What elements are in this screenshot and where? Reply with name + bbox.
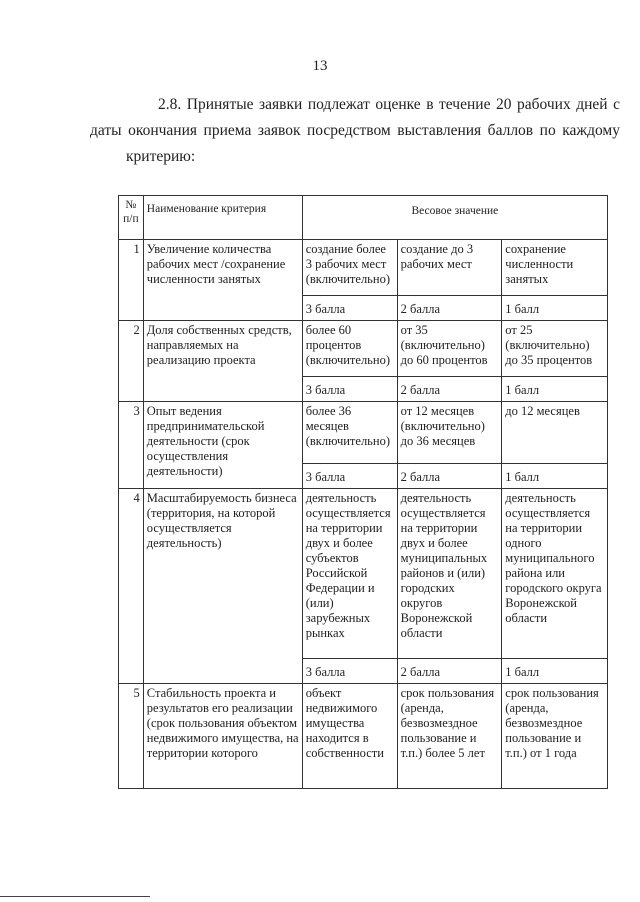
score: 2 балла (397, 296, 502, 321)
score: 1 балл (502, 464, 608, 489)
weight-condition: более 36 месяцев (включительно) (302, 402, 397, 464)
row-number: 2 (119, 321, 144, 402)
criterion-name: Масштабируемость бизнеса (территория, на которой осуществляется деятельность) (143, 489, 302, 684)
score: 3 балла (302, 464, 397, 489)
score: 3 балла (302, 659, 397, 684)
row-number: 4 (119, 489, 144, 684)
weight-condition: от 12 месяцев (включительно) до 36 месяцев (397, 402, 502, 464)
row-number: 5 (119, 684, 144, 789)
criterion-name: Стабильность проекта и результатов его реализации (срок пользования объектом недвижимого имущества, на территории которого (143, 684, 302, 789)
intro-line-2: даты окончания приема заявок посредством выставления баллов по каждому (90, 122, 620, 139)
page-number: 13 (312, 58, 328, 74)
intro-paragraph (90, 92, 620, 170)
intro-line-1: 2.8. Принятые заявки подлежат оценке в течение 20 рабочих дней с (158, 96, 620, 113)
weight-condition: срок пользования (аренда, безвозмездное пользование и т.п.) более 5 лет (397, 684, 502, 789)
criterion-name: Опыт ведения предпринимательской деятельности (срок осуществления деятельности) (143, 402, 302, 489)
weight-condition: деятельность осуществляется на территории двух и более муниципальных районов и (или) городских округов Воронежской области (397, 489, 502, 659)
weight-condition: создание до 3 рабочих мест (397, 240, 502, 296)
score: 3 балла (302, 377, 397, 402)
score: 2 балла (397, 659, 502, 684)
score: 1 балл (502, 659, 608, 684)
footnote-divider (0, 896, 150, 897)
weight-condition: от 25 (включительно) до 35 процентов (502, 321, 608, 377)
criterion-name: Доля собственных средств, направляемых на реализацию проекта (143, 321, 302, 402)
score: 2 балла (397, 377, 502, 402)
weight-condition: сохранение численности занятых (502, 240, 608, 296)
header-weight: Весовое значение (302, 196, 607, 240)
row-number: 3 (119, 402, 144, 489)
score: 1 балл (502, 377, 608, 402)
intro-line-3: критерию: (126, 148, 196, 165)
score: 1 балл (502, 296, 608, 321)
score: 3 балла (302, 296, 397, 321)
weight-condition: создание более 3 рабочих мест (включительно) (302, 240, 397, 296)
weight-condition: объект недвижимого имущества находится в собственности (302, 684, 397, 789)
weight-condition: более 60 процентов (включительно) (302, 321, 397, 377)
header-name: Наименование критерия (143, 196, 302, 240)
row-number: 1 (119, 240, 144, 321)
score: 2 балла (397, 464, 502, 489)
header-num: № п/п (119, 196, 144, 240)
weight-condition: деятельность осуществляется на территории одного муниципального района или городского округа Воронежской области (502, 489, 608, 659)
weight-condition: срок пользования (аренда, безвозмездное пользование и т.п.) от 1 года (502, 684, 608, 789)
criteria-table (118, 195, 608, 789)
weight-condition: деятельность осуществляется на территории двух и более субъектов Российской Федерации и (или) зарубежных рынках (302, 489, 397, 659)
criterion-name: Увеличение количества рабочих мест /сохранение численности занятых (143, 240, 302, 321)
weight-condition: от 35 (включительно) до 60 процентов (397, 321, 502, 377)
weight-condition: до 12 месяцев (502, 402, 608, 464)
